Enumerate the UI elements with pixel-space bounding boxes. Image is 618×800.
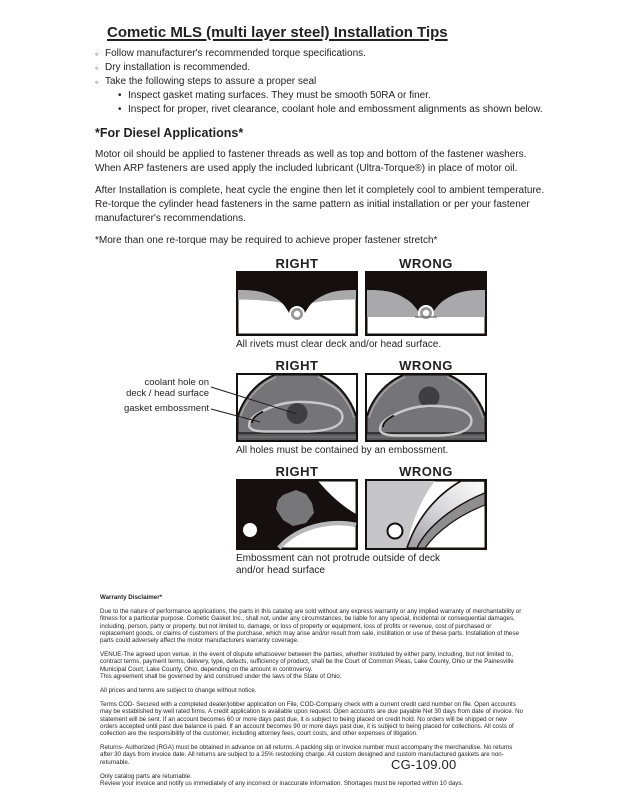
rivet-diagram-right	[236, 271, 358, 336]
tip-text: Follow manufacturer's recommended torque specifications.	[105, 48, 366, 59]
diagram-section	[123, 256, 487, 577]
tip-text: Dry installation is recommended.	[105, 62, 251, 73]
legal-paragraph-venue: VENUE-The agreed upon venue, in the event of dispute whatsoever between the parties, whether instituted by either party, including, but not limited to, contract terms, payment terms, delivery, type, defects, sufficiency of product, shall be the Court of Common Pleas, Lake County, Ohio or the Painesville Municipal Court, Lake County, Ohio, depending on the amount in controversy. This agreement shall be governed by and construed under the laws of the State of Ohio.	[100, 651, 514, 680]
diesel-paragraph-2: After Installation is complete, heat cycle the engine then let it completely cool to ambient temperature. Re-torque the cylinder head fasteners in the same pattern as initial installation or per your fastener manufacturer's recommendations.	[95, 185, 545, 224]
diesel-paragraph-1: Motor oil should be applied to fastener threads as well as top and bottom of the fastener washers. When ARP fasteners are used apply the included lubricant (Ultra-Torque®) in place of motor oil.	[95, 149, 527, 174]
diesel-applications-heading: *For Diesel Applications*	[95, 126, 244, 140]
open-bullet-marker: ◦	[95, 63, 99, 73]
tip-item	[95, 61, 555, 75]
filled-bullet-marker: •	[118, 104, 122, 115]
wrong-column-header: WRONG	[399, 358, 453, 373]
tip-sub-item	[118, 103, 555, 117]
wrong-column-header: WRONG	[399, 256, 453, 271]
tip-sub-item	[118, 89, 555, 103]
legal-paragraph-warranty: Due to the nature of performance applications, the parts in this catalog are sold without any express warranty or any implied warranty of merchantability or fitness for a particular purpose. Cometic Gasket Inc., shall not, under any circumstances, be liable for any special, incidental or consequential damages, including, person, party or property, but not limited to, damage, or loss of property or equipment, loss of profits or revenue, cost of purchased or replacement goods, or claims of customers of the purchase, which may arise and/or result from sale, instillation or use of these parts. Installation of these parts could adversely affect the motor manufacturers warranty coverage.	[100, 608, 522, 645]
diagram-row-protrusion	[236, 464, 487, 577]
protrusion-caption: Embossment can not protrude outside of deck and/or head surface	[236, 553, 441, 576]
right-column-header: RIGHT	[275, 358, 319, 373]
diagram-row-rivets	[236, 256, 487, 351]
tip-item	[95, 47, 555, 61]
legal-fine-print	[100, 594, 526, 787]
coolant-hole-shape	[419, 387, 440, 408]
embossment-diagram-right	[236, 373, 358, 442]
warranty-disclaimer-heading: Warranty Disclaimer*	[100, 594, 163, 601]
page-code: CG-109.00	[391, 757, 457, 772]
rivet-caption: All rivets must clear deck and/or head surface.	[236, 339, 442, 350]
tip-text: Inspect for proper, rivet clearance, coolant hole and embossment alignments as shown below.	[128, 104, 543, 115]
installation-tips-list	[95, 47, 555, 117]
right-column-header: RIGHT	[275, 256, 319, 271]
diagram-row-embossment	[236, 358, 487, 457]
tip-text: Take the following steps to assure a proper seal	[105, 76, 317, 87]
coolant-hole-label: coolant hole on deck / head surface	[126, 377, 209, 399]
gasket-embossment-label: gasket embossment	[123, 403, 209, 414]
wrong-column-header: WRONG	[399, 464, 453, 479]
coolant-hole-shape	[287, 403, 308, 424]
tip-text: Inspect gasket mating surfaces. They must be smooth 50RA or finer.	[128, 90, 431, 101]
bolt-hole-shape	[243, 523, 257, 537]
legal-paragraph-terms: Terms COD- Secured with a completed dealer/jobber application on File, COD-Company check with a current credit card number on file. Open accounts may be established by well rated firms. A credit application is available upon request. Open accounts are due payable Net 30 days from date of invoice. No statement will be sent. If an account becomes 60 or more days past due, it is subject to being placed on credit hold. No orders will be shipped or new orders accepted until past due balance is paid. If an account becomes 90 or more days past due, it is subject to being placed for collections. All costs of collection are the responsibility of the customer, including attorney fees, court costs, and other expenses of litigation.	[100, 701, 524, 738]
page-title: Cometic MLS (multi layer steel) Installation Tips	[107, 24, 448, 41]
legal-paragraph-returns: Returns- Authorized (RGA) must be obtained in advance on all returns. A packing slip or invoice number must accompany the merchandise. No returns after 30 days from invoice date. All returns are subject to a 25% restocking charge. All custom designed and custom manufactured gaskets are non-returnable.	[100, 744, 513, 766]
tip-item	[95, 75, 555, 89]
embossment-caption: All holes must be contained by an embossment.	[236, 445, 449, 456]
diesel-paragraph-3: *More than one re-torque may be required to achieve proper fastener stretch*	[95, 235, 438, 246]
protrusion-diagram-wrong	[365, 479, 487, 550]
open-bullet-marker: ◦	[95, 49, 99, 59]
embossment-diagram-wrong	[365, 373, 487, 442]
protrusion-diagram-right	[236, 479, 358, 550]
filled-bullet-marker: •	[118, 90, 122, 101]
legal-paragraph-returnable: Only catalog parts are returnable. Review your invoice and notify us immediately of any incorrect or inaccurate information. Shortages must be reported within 10 days.	[100, 772, 464, 788]
rivet-diagram-wrong	[365, 271, 487, 336]
open-bullet-marker: ◦	[95, 77, 99, 87]
right-column-header: RIGHT	[275, 464, 319, 479]
bolt-hole-shape	[388, 524, 403, 539]
legal-paragraph-prices: All prices and terms are subject to change without notice.	[100, 687, 257, 695]
